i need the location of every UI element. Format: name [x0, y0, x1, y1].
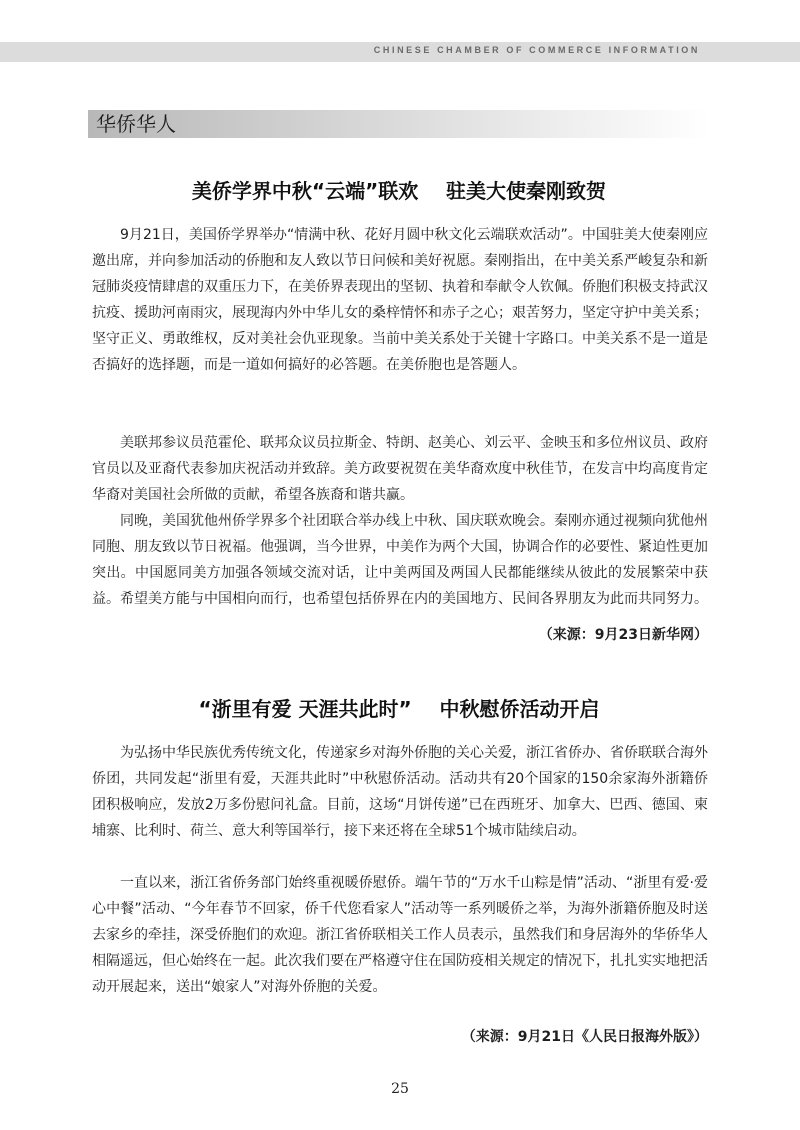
publication-name: CHINESE CHAMBER OF COMMERCE INFORMATION [373, 45, 700, 55]
section-title: 华侨华人 [96, 112, 176, 136]
article-headline: “浙里有爱 天涯共此时” 中秋慰侨活动开启 [198, 697, 600, 721]
article-headline: 美侨学界中秋“云端”联欢 驻美大使秦刚致贺 [191, 179, 607, 203]
article-paragraph: 一直以来，浙江省侨务部门始终重视暖侨慰侨。端午节的“万水千山粽是情”活动、“浙里有爱·爱心中餐”活动、“今年春节不回家，侨千代您看家人”活动等一系列暖侨之举，为海外浙籍侨胞及时送去家乡的牵挂，深受侨胞们的欢迎。浙江省侨联相关工作人员表示，虽然我们和身居海外的华侨华人相隔遥远，但心始终在一起。此次我们要在严格遵守住在国防疫相关规定的情况下，扎扎实实地把活动开展起来，送出“娘家人”对海外侨胞的关爱。 [92, 875, 708, 995]
article-paragraph: 美联邦参议员范霍伦、联邦众议员拉斯金、特朗、赵美心、刘云平、金映玉和多位州议员、政府官员以及亚裔代表参加庆祝活动并致辞。美方政要祝贺在美华裔欢度中秋佳节，在发言中均高度肯定华裔对美国社会所做的贡献，希望各族裔和谐共赢。 [92, 435, 708, 503]
header-band [0, 42, 800, 62]
article-source: （来源：9月21日《人民日报海外版》） [461, 1029, 708, 1045]
article-paragraph: 同晚，美国犹他州侨学界多个社团联合举办线上中秋、国庆联欢晚会。秦刚亦通过视频向犹他州同胞、朋友致以节日祝福。他强调，当今世界，中美作为两个大国，协调合作的必要性、紧迫性更加突出。中国愿同美方加强各领域交流对话，让中美两国及两国人民都能继续从彼此的发展繁荣中获益。希望美方能与中国相向而行，也希望包括侨界在内的美国地方、民间各界朋友为此而共同努力。 [92, 513, 708, 607]
article-source: （来源：9月23日新华网） [538, 627, 708, 643]
article-paragraph: 9月21日，美国侨学界举办“情满中秋、花好月圆中秋文化云端联欢活动”。中国驻美大使秦刚应邀出席，并向参加活动的侨胞和友人致以节日问候和美好祝愿。秦刚指出，在中美关系严峻复杂和新冠肺炎疫情肆虐的双重压力下，在美侨界表现出的坚韧、执着和奉献令人钦佩。侨胞们积极支持武汉抗疫、援助河南雨灾，展现海内外中华儿女的桑梓情怀和赤子之心；艰苦努力，坚定守护中美关系；坚守正义、勇敢维权，反对美社会仇亚现象。当前中美关系处于关键十字路口。中美关系不是一道是否搞好的选择题，而是一道如何搞好的必答题。在美侨胞也是答题人。 [92, 227, 708, 373]
article-paragraph: 为弘扬中华民族优秀传统文化，传递家乡对海外侨胞的关心关爱，浙江省侨办、省侨联联合海外侨团，共同发起“浙里有爱，天涯共此时”中秋慰侨活动。活动共有20个国家的150余家海外浙籍侨团积极响应，发放2万多份慰问礼盒。目前，这场“月饼传递”已在西班牙、加拿大、巴西、德国、柬埔寨、比利时、荷兰、意大利等国举行，接下来还将在全球51个城市陆续启动。 [92, 745, 708, 839]
page-number: 25 [391, 1081, 409, 1097]
section-banner [88, 110, 710, 138]
